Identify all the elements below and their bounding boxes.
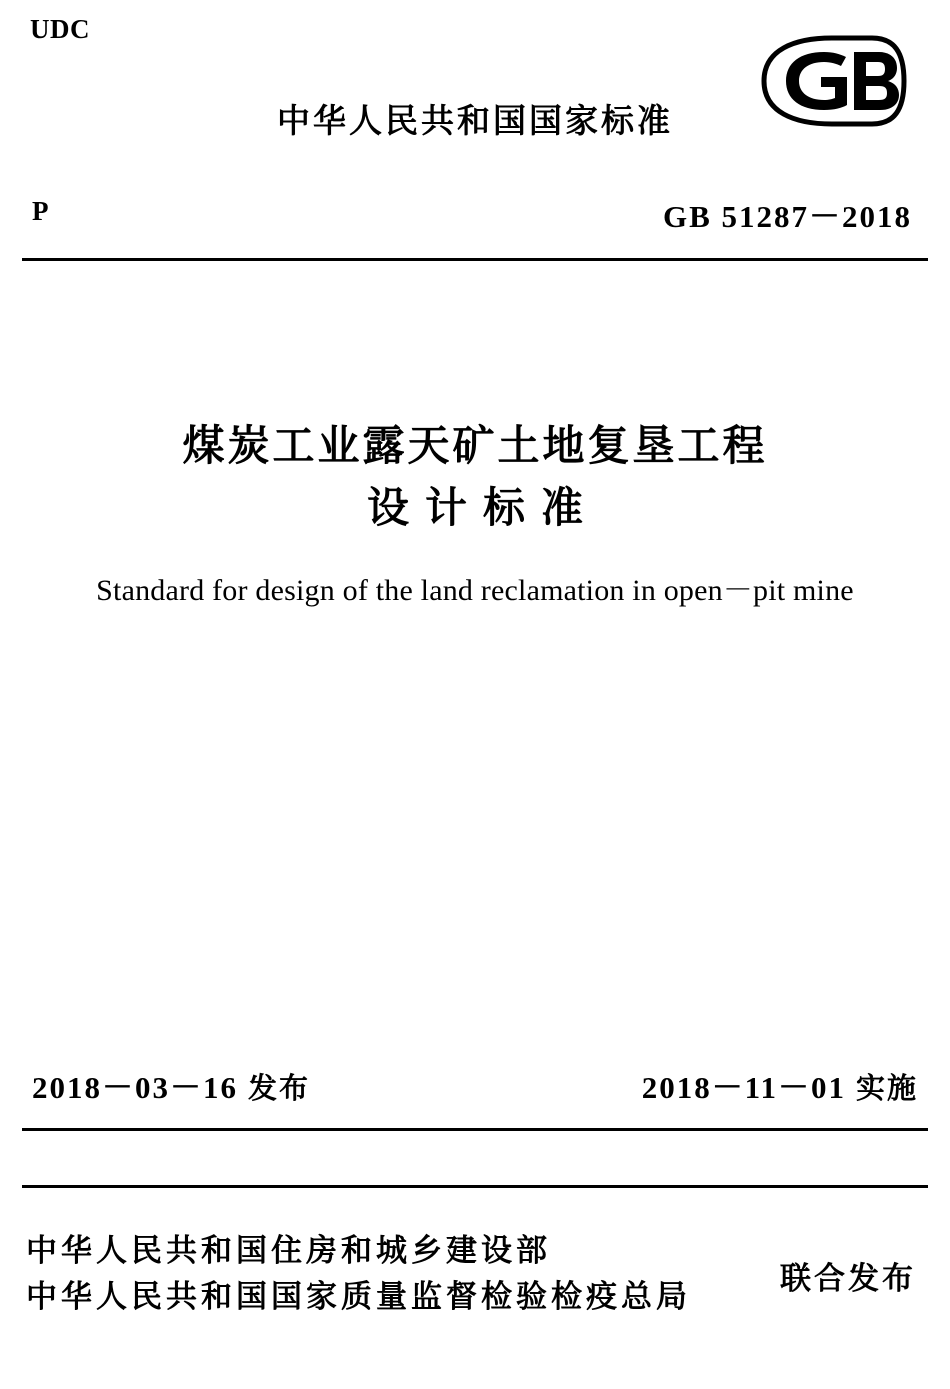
issue-date: 2018－03－16 <box>32 1070 238 1105</box>
divider-middle <box>22 1128 928 1131</box>
publisher-line-1: 中华人民共和国住房和城乡建设部 <box>26 1233 551 1269</box>
effective-date-label: 实施 <box>855 1071 918 1105</box>
joint-release-label: 联合发布 <box>780 1261 916 1297</box>
effective-date: 2018－11－01 <box>641 1070 846 1105</box>
standard-number: GB 51287－2018 <box>662 199 912 234</box>
date-row <box>22 1062 928 1107</box>
title-chinese <box>0 415 950 539</box>
issue-date-label: 发布 <box>248 1071 311 1105</box>
classification-mark: P <box>32 196 49 226</box>
udc-label: UDC <box>30 14 90 44</box>
title-english: Standard for design of the land reclamation in open－pit mine <box>96 574 854 607</box>
national-standard-heading: 中华人民共和国国家标准 <box>277 101 673 140</box>
title-chinese-line2: 设计标准 <box>366 483 599 532</box>
title-chinese-line1: 煤炭工业露天矿土地复垦工程 <box>182 421 768 470</box>
issue-date-group <box>32 1062 310 1107</box>
divider-top <box>22 258 928 261</box>
effective-date-group <box>642 1062 918 1107</box>
divider-bottom <box>22 1185 928 1188</box>
publisher-block <box>26 1228 691 1320</box>
gb-logo-icon <box>754 32 910 130</box>
publisher-line-2: 中华人民共和国国家质量监督检验检疫总局 <box>26 1279 691 1315</box>
